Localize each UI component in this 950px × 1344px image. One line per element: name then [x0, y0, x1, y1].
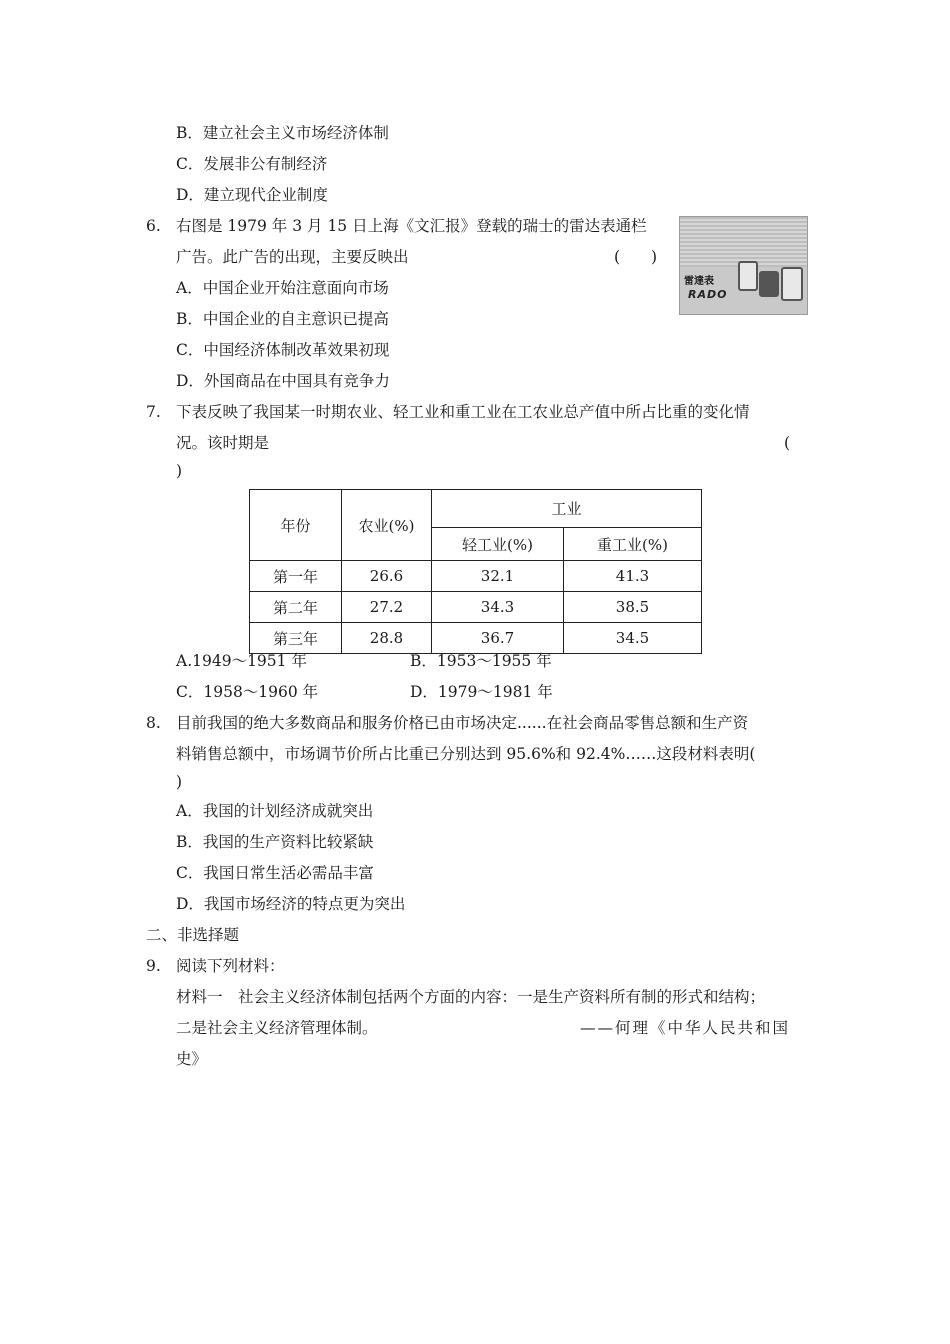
q7-number: 7. [146, 403, 161, 421]
q9-intro: 阅读下列材料： [176, 957, 285, 975]
q8-stem-line1: 目前我国的绝大多数商品和服务价格已由市场决定......在社会商品零售总额和生产资 [176, 714, 749, 732]
q9-material1-line2: 二是社会主义经济管理体制。 [176, 1019, 378, 1037]
table-cell-heavy: 41.3 [564, 561, 702, 592]
q9-material1-source-end: 史》 [176, 1050, 208, 1068]
q5-option-b: B．建立社会主义市场经济体制 [176, 124, 389, 142]
q9-material1-line1: 材料一 社会主义经济体制包括两个方面的内容：一是生产资料所有制的形式和结构； [176, 988, 766, 1006]
q7-option-a: A.1949～1951 年 [176, 652, 307, 670]
section-title: 二、非选择题 [146, 926, 240, 944]
q7-stem-line2: 况。该时期是 [176, 434, 270, 452]
rado-watch-advert-image [679, 216, 808, 315]
table-cell-year: 第一年 [250, 561, 342, 592]
table-cell-agri: 28.8 [342, 623, 432, 654]
table-cell-heavy: 34.5 [564, 623, 702, 654]
table-cell-year: 第三年 [250, 623, 342, 654]
table-cell-light: 36.7 [432, 623, 564, 654]
table-header-agri: 农业(%) [342, 490, 432, 561]
q6-stem-line1: 右图是 1979 年 3 月 15 日上海《文汇报》登载的瑞士的雷达表通栏 [176, 217, 647, 235]
q7-output-table [249, 489, 702, 654]
q8-stem-line2: 料销售总额中，市场调节价所占比重已分别达到 95.6%和 92.4%……这段材料表明( [176, 745, 756, 763]
q7-stem-line1: 下表反映了我国某一时期农业、轻工业和重工业在工农业总产值中所占比重的变化情 [176, 403, 750, 421]
q7-option-c: C．1958～1960 年 [176, 683, 319, 701]
q8-stem-line3: ) [176, 773, 183, 791]
q9-material1-source: ——何理《中华人民共和国 [580, 1019, 791, 1037]
q8-option-b: B．我国的生产资料比较紧缺 [176, 833, 374, 851]
advert-brand: RADO [688, 288, 728, 301]
q7-option-b: B．1953～1955 年 [410, 652, 552, 670]
q6-option-c: C．中国经济体制改革效果初现 [176, 341, 390, 359]
q6-number: 6. [146, 217, 161, 235]
watch-icon [781, 267, 803, 301]
newspaper-text-block [680, 217, 807, 267]
table-cell-year: 第二年 [250, 592, 342, 623]
table-header-heavy: 重工业(%) [564, 528, 702, 561]
q9-number: 9. [146, 957, 161, 975]
q6-stem-line2: 广告。此广告的出现，主要反映出 [176, 248, 409, 266]
table-cell-agri: 27.2 [342, 592, 432, 623]
table-header-industry: 工业 [432, 490, 702, 528]
q8-option-c: C．我国日常生活必需品丰富 [176, 864, 374, 882]
table-header-year: 年份 [250, 490, 342, 561]
q7-paren-close: ) [176, 462, 183, 480]
q8-option-d: D．我国市场经济的特点更为突出 [176, 895, 406, 913]
table-cell-heavy: 38.5 [564, 592, 702, 623]
q5-option-d: D．建立现代企业制度 [176, 186, 328, 204]
table-row [250, 623, 702, 654]
table-row [250, 561, 702, 592]
q6-option-b: B．中国企业的自主意识已提高 [176, 310, 389, 328]
q8-number: 8. [146, 714, 161, 732]
q7-paren-open: ( [784, 434, 791, 452]
advert-logo: 雷達表 [684, 276, 714, 287]
q6-answer-paren: ( ) [614, 248, 658, 266]
table-header-light: 轻工业(%) [432, 528, 564, 561]
q5-option-c: C．发展非公有制经济 [176, 155, 328, 173]
watch-icon [738, 261, 758, 291]
table-cell-light: 34.3 [432, 592, 564, 623]
q6-option-a: A．中国企业开始注意面向市场 [176, 279, 389, 297]
table-cell-agri: 26.6 [342, 561, 432, 592]
q7-option-d: D．1979～1981 年 [410, 683, 553, 701]
table-cell-light: 32.1 [432, 561, 564, 592]
q6-option-d: D．外国商品在中国具有竞争力 [176, 372, 390, 390]
table-row [250, 592, 702, 623]
q8-option-a: A．我国的计划经济成就突出 [176, 802, 374, 820]
watch-icon [759, 271, 779, 297]
